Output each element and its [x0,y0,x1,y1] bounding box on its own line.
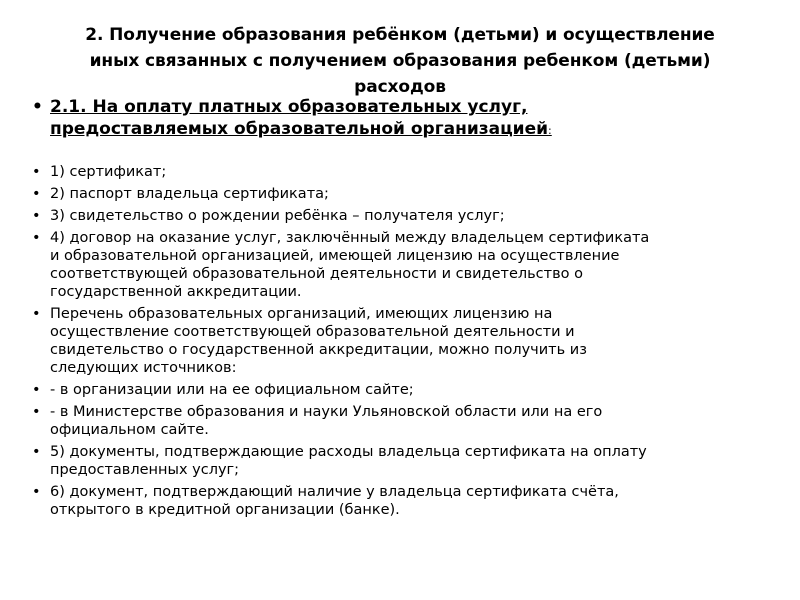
list-item: • Перечень образовательных организаций, имеющих лицензию на осуществление соответствующей образовательной деятельности и свидетельство о государственной аккредитации, можно получить из следующих источников: [32,305,774,377]
section-subheading [32,96,772,142]
list-item: • - в организации или на ее официальном сайте; [32,381,774,399]
subheading-line: 2.1. На оплату платных образовательных услуг, [50,97,528,117]
bullet-icon: • [32,97,43,117]
title-line: расходов [354,77,446,97]
document-list [32,163,774,523]
title-line: иных связанных с получением образования ребенком (детьми) [89,51,711,71]
list-item: • 1) сертификат; [32,163,774,181]
title-line: 2. Получение образования ребёнком (детьми) и осуществление [85,25,715,45]
list-item: • 6) документ, подтверждающий наличие у владельца сертификата счёта, открытого в кредитной организации (банке). [32,483,774,519]
list-item: • 3) свидетельство о рождении ребёнка – получателя услуг; [32,207,774,225]
list-item: • 2) паспорт владельца сертификата; [32,185,774,203]
subheading-suffix: : [548,124,552,137]
list-item: • - в Министерстве образования и науки Ульяновской области или на его официальном сайте. [32,403,774,439]
subheading-line: предоставляемых образовательной организацией: [50,119,552,139]
slide-title [40,22,760,100]
list-item: • 4) договор на оказание услуг, заключённый между владельцем сертификата и образовательной организацией, имеющей лицензию на осуществление соответствующей образовательной деятельности и свидетельство о государственной аккредитации. [32,229,774,301]
list-item: • 5) документы, подтверждающие расходы владельца сертификата на оплату предоставленных услуг; [32,443,774,479]
